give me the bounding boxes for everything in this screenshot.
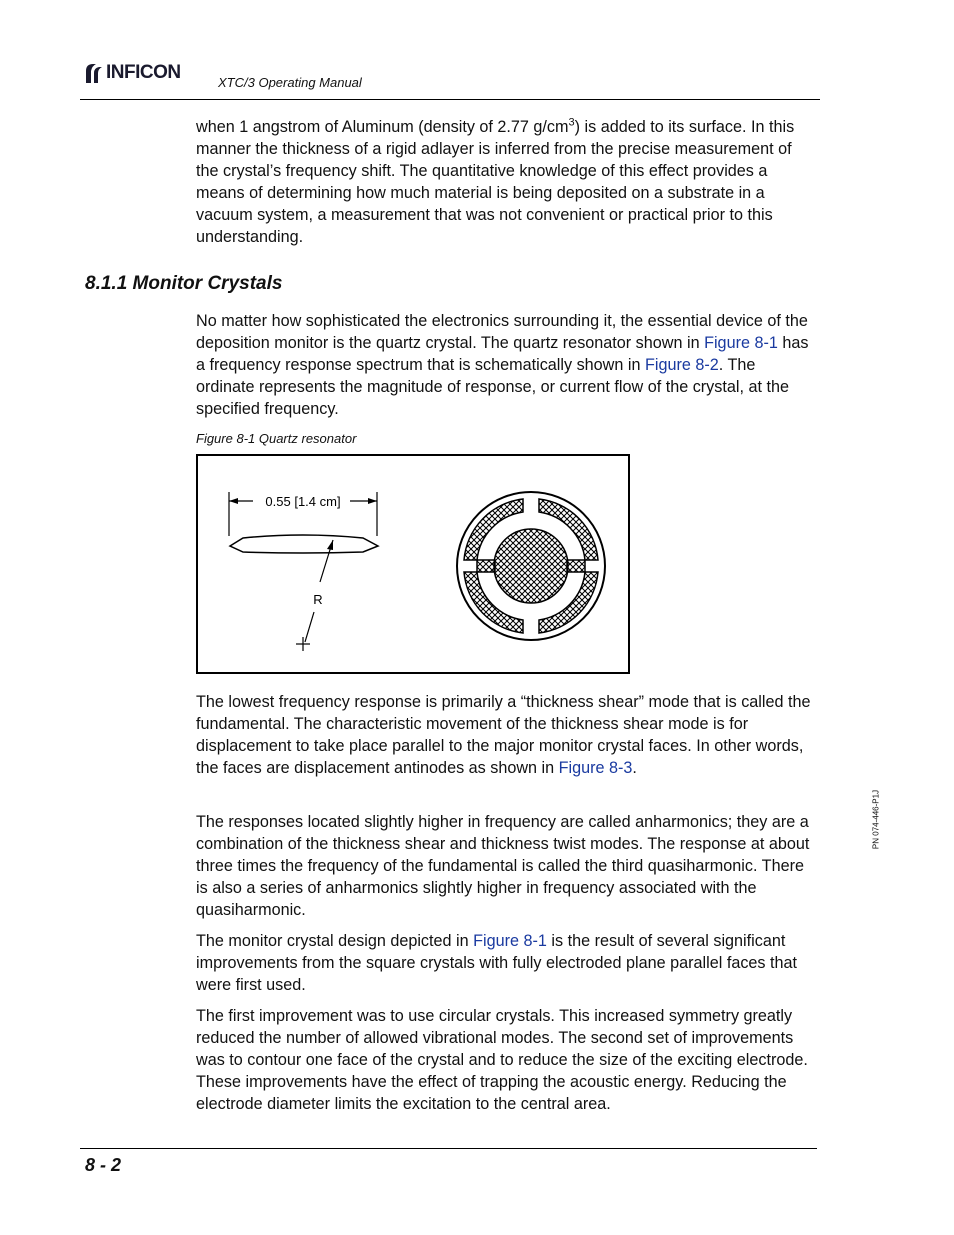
inficon-logo-icon [82, 61, 104, 85]
figure-8-3-link[interactable]: Figure 8-3 [558, 759, 633, 777]
paragraph-monitor-crystals: No matter how sophisticated the electronics surrounding it, the essential device of the deposition monitor is the quartz crystal. The quartz resonator shown in Figure 8-1 has a frequency response spectrum that is schematically shown in Figure 8-2. The ordinate represents the magnitude of response, or current flow of the crystal, at the specified frequency. [196, 312, 809, 418]
figure-caption: Figure 8-1 Quartz resonator [196, 431, 357, 446]
paragraph-anharmonics: The responses located slightly higher in frequency are called anharmonics; they are a combination of the thickness shear and thickness twist modes. The response at about three times the frequency of the fundamental is called the third quasiharmonic. There is also a series of anharmonics slightly higher in frequency associated with the quasiharmonic. [196, 813, 810, 919]
center-electrode [494, 529, 568, 603]
section-heading: 8.1.1 Monitor Crystals [85, 273, 283, 294]
part-number: PN 074-446-P1J [871, 789, 881, 850]
radius-label: R [313, 592, 323, 607]
header-rule [80, 99, 820, 100]
crystal-face-view [457, 492, 605, 640]
figure-8-2-link[interactable]: Figure 8-2 [644, 356, 719, 374]
paragraph-crystal-design: The monitor crystal design depicted in Figure 8-1 is the result of several significant improvements from the square crystals with fully electroded plane parallel faces that were first used. [196, 932, 798, 994]
intro-paragraph: when 1 angstrom of Aluminum (density of 2.77 $g/cm^3$) is added to its surface. In this manner the thickness of a rigid adlayer is inferred from the precise measurement of the crystal’s frequency shift. The quantitative knowledge of this effect provides a means of determining how much material is being deposited on a substrate in a vacuum system, a measurement that was not convenient or practical prior to this understanding. [196, 116, 795, 246]
logo-text: INFICON [106, 62, 181, 83]
quartz-resonator-figure [196, 454, 630, 674]
paragraph-improvements: The first improvement was to use circular crystals. This increased symmetry greatly reduced the number of allowed vibrational modes. The second set of improvements was to contour one face of the crystal and to reduce the size of the exciting electrode. These improvements have the effect of trapping the acoustic energy. Reducing the electrode diameter limits the excitation to the central area. [196, 1007, 808, 1113]
footer-rule [80, 1148, 817, 1149]
inficon-logo [82, 60, 181, 86]
figure-8-1-link-2[interactable]: Figure 8-1 [473, 932, 547, 950]
figure-8-1-link[interactable]: Figure 8-1 [704, 334, 778, 352]
quartz-resonator-diagram [198, 456, 628, 672]
dimension-label: 0.55 [1.4 cm] [265, 494, 341, 509]
page-number: 8 - 2 [85, 1155, 122, 1175]
manual-title: XTC/3 Operating Manual [218, 75, 362, 90]
paragraph-thickness-shear: The lowest frequency response is primarily a “thickness shear” mode that is called the fundamental. The characteristic movement of the thickness shear mode is for displacement to take place parallel to the major monitor crystal faces. In other words, the faces are displacement antinodes as shown in Figure 8-3. [196, 693, 811, 777]
